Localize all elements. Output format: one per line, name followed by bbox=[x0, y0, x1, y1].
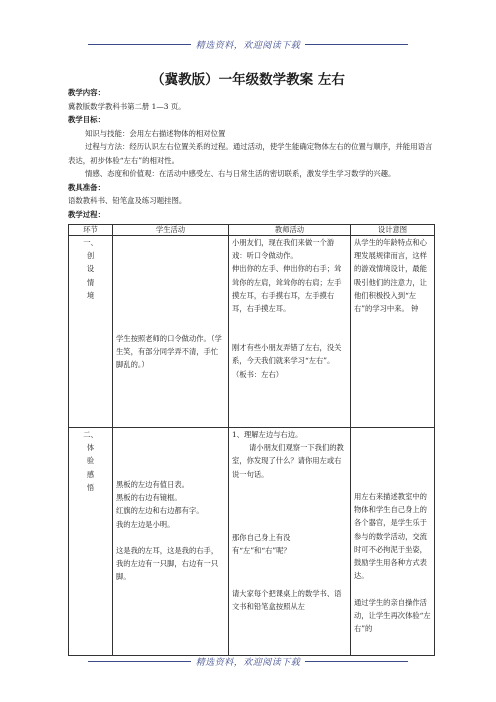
banner-rule-left bbox=[88, 44, 191, 45]
goal-process: 过程与方法：经历认识左右位置关系的过程。通过活动，使学生能确定物体左右的位置与顺序，并能用语言表达，初步体验“左右”的相对性。 bbox=[68, 142, 433, 165]
student-activity-text: 红旗的左边和右边都有字。 bbox=[116, 506, 204, 516]
header-teacher: 教师活动 bbox=[229, 225, 351, 236]
stage-char: 设 bbox=[86, 264, 95, 274]
stage-char: 一、 bbox=[83, 238, 98, 247]
goal-emotion: 情感、态度和价值观：在活动中感受左、右与日常生活的密切联系，激发学生学习数学的兴趣。 bbox=[85, 169, 396, 178]
teacher-activity-text: （板书：左右） bbox=[232, 369, 284, 379]
banner-text: 精选资料，欢迎阅读下载 bbox=[195, 657, 301, 668]
student-activity-cell bbox=[113, 428, 229, 656]
teacher-activity-cell bbox=[229, 236, 351, 428]
teacher-activity-text: 那你自己身上有没有“左”和“右”呢？ bbox=[232, 532, 291, 556]
banner-rule-right bbox=[305, 661, 408, 662]
table-header-row bbox=[69, 225, 435, 236]
teacher-activity-text: 请小朋友们观察一下我们的教室，你发现了什么？请你用左或右说一句话。 bbox=[232, 443, 344, 479]
tools-heading: 教具准备： bbox=[68, 182, 105, 192]
teacher-activity-text: 刚才有些小朋友弄错了左右，没关系，今天我们就来学习“左右”。 bbox=[232, 343, 342, 366]
teacher-activity-text: 请大家每个把课桌上的数学书、语文书和铅笔盒按照从左 bbox=[232, 589, 342, 612]
header-student: 学生活动 bbox=[113, 225, 229, 236]
teacher-activity-text: 伸出你的左手、伸出你的右手；耸耸你的左肩，耸耸你的右肩；左手摸左耳，右手摸右耳，左手摸右耳，右手摸左耳。 bbox=[232, 264, 342, 314]
header-stage: 环节 bbox=[69, 225, 113, 236]
stage-char: 验 bbox=[86, 456, 95, 466]
stage-char: 感 bbox=[86, 469, 95, 479]
lesson-process-table bbox=[68, 224, 435, 656]
banner-rule-left bbox=[88, 661, 191, 662]
teacher-activity-cell bbox=[229, 428, 351, 656]
stage-cell bbox=[69, 236, 113, 428]
design-intent-text: 通过学生的亲自操作活动，让学生再次体验“左右”的 bbox=[354, 597, 431, 634]
student-activity-text: 这是我的左耳，这是我的右手，我的左边有一只脚，右边有一只脚。 bbox=[116, 546, 219, 582]
content-heading: 教学内容： bbox=[68, 88, 105, 97]
stage-char: 体 bbox=[86, 443, 95, 453]
student-activity-text: 我的左边是小明。 bbox=[116, 519, 175, 529]
design-intent-cell bbox=[351, 236, 435, 428]
bottom-banner bbox=[88, 655, 408, 667]
banner-text: 精选资料，欢迎阅读下载 bbox=[195, 40, 301, 51]
student-activity-text: 黑板的右边有镜框。 bbox=[116, 493, 182, 503]
content-text: 冀教版数学教科书第二册 1—3 页。 bbox=[68, 101, 186, 111]
page-title: （冀教版）一年级数学教案 左右 bbox=[151, 72, 345, 88]
stage-char: 情 bbox=[86, 277, 95, 287]
goals-heading: 教学目标： bbox=[68, 115, 105, 124]
teacher-activity-text: 小朋友们，现在我们来做一个游戏：听口令做动作。 bbox=[232, 238, 335, 261]
banner-rule-right bbox=[305, 44, 408, 45]
student-activity-cell bbox=[113, 236, 229, 428]
header-intent: 设计意图 bbox=[351, 225, 435, 236]
teacher-activity-text: 1、理解左边与右边。 bbox=[232, 430, 303, 439]
stage-cell bbox=[69, 428, 113, 656]
design-intent-cell bbox=[351, 428, 435, 656]
goal-knowledge: 知识与技能：会用左右描述物体的相对位置 bbox=[85, 128, 226, 138]
stage-char: 境 bbox=[86, 290, 95, 300]
table-row bbox=[69, 428, 435, 656]
table-row bbox=[69, 236, 435, 428]
stage-char: 二、 bbox=[83, 430, 98, 439]
student-activity-text: 学生按照老师的口令做动作。（学生笑，有部分同学弄不清，手忙脚乱的。） bbox=[116, 334, 222, 370]
teaching-content bbox=[68, 86, 434, 221]
student-activity-text: 黑板的左边有值日表。 bbox=[116, 480, 189, 489]
design-intent-text: 用左右来描述教室中的物体和学生自己身上的各个器官，是学生乐于参与的数学活动，交流时可不必拘泥于坐姿，鼓励学生用各种方式表达。 bbox=[354, 492, 427, 581]
process-heading: 教学过程： bbox=[68, 209, 105, 219]
top-banner bbox=[88, 38, 408, 50]
stage-char: 悟 bbox=[86, 482, 95, 492]
stage-char: 创 bbox=[86, 251, 95, 261]
design-intent-text: 从学生的年龄特点和心理发展规律而言，这样的游戏情境设计，最能吸引他们的注意力，让他们积极投入到“左右”的学习中来。 钟 bbox=[354, 238, 427, 314]
tools-text: 语数教科书、铅笔盒及练习题挂图。 bbox=[68, 196, 187, 205]
